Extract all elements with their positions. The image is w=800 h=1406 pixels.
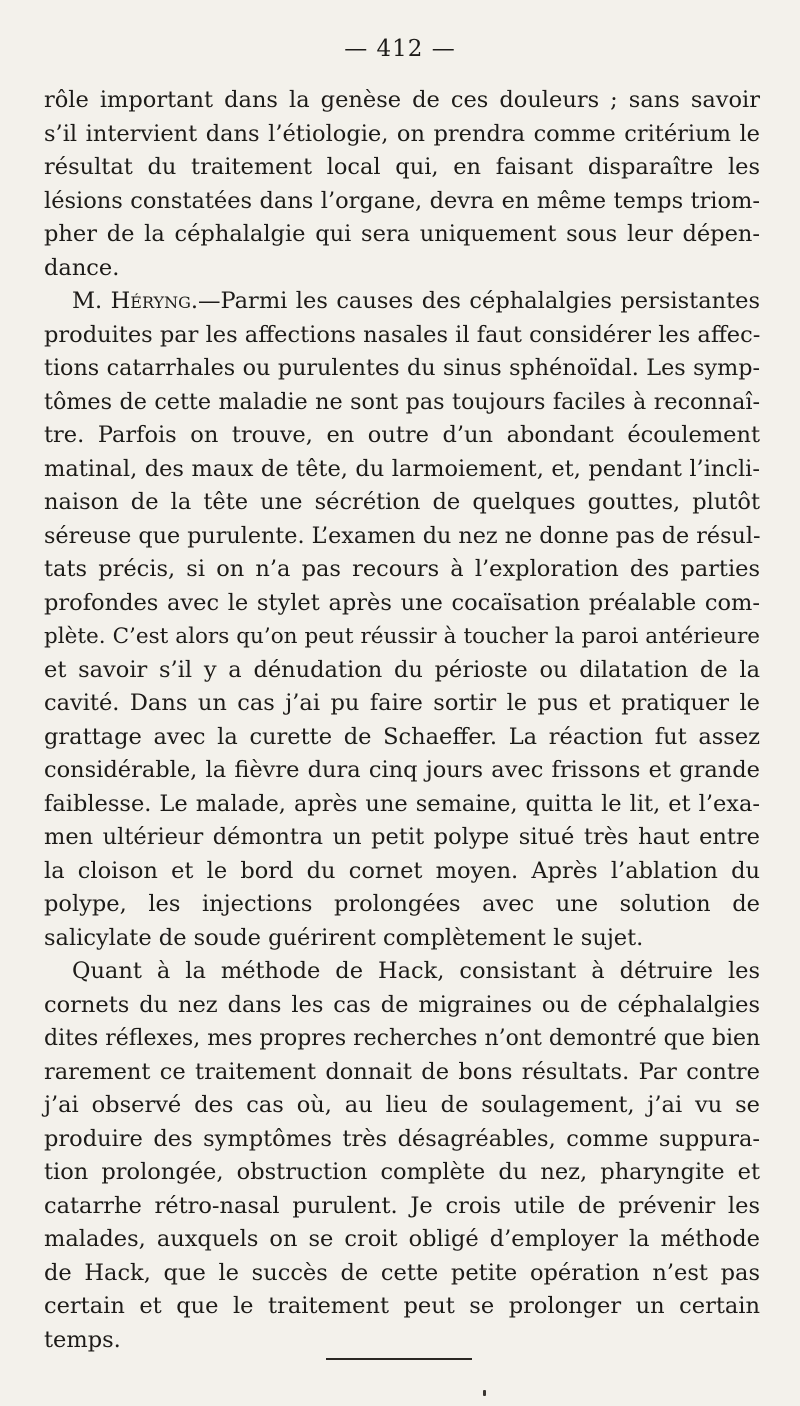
text-line: malades, auxquels on se croit obligé d’employer la méthode <box>44 1226 760 1252</box>
text-line: faiblesse. Le malade, après une semaine, quitta le lit, et l’exa- <box>44 790 760 817</box>
text-line: résultat du traitement local qui, en faisant disparaître les <box>44 154 760 180</box>
text-line <box>44 285 760 319</box>
text-line: catarrhe rétro-nasal purulent. Je crois utile de prévenir les <box>44 1192 760 1219</box>
text-line: certain et que le traitement peut se prolonger un certain <box>44 1293 760 1319</box>
section-end-rule <box>326 1358 472 1360</box>
text-line: et savoir s’il y a dénudation du périoste ou dilatation de la <box>44 656 760 683</box>
text-line: profondes avec le stylet après une cocaïsation préalable com- <box>44 589 760 616</box>
text-line: rôle important dans la genèse de ces douleurs ; sans savoir <box>44 87 760 113</box>
speaker-name: M. Héryng. <box>72 288 199 314</box>
print-mark <box>483 1390 486 1396</box>
text-line: salicylate de soude guérirent complètement le sujet. <box>44 924 644 951</box>
text-line: pher de la céphalalgie qui sera uniquement sous leur dépen- <box>44 221 760 247</box>
text-line: j’ai observé des cas où, au lieu de soulagement, j’ai vu se <box>44 1092 760 1118</box>
text-line: tions catarrhales ou purulentes du sinus sphénoïdal. Les symp- <box>44 355 760 381</box>
text-line: Quant à la méthode de Hack, consistant à détruire les <box>72 958 760 984</box>
paragraph-2 <box>44 285 760 955</box>
page-number: — 412 — <box>344 36 456 62</box>
text-line: grattage avec la curette de Schaeffer. La réaction fut assez <box>44 723 760 750</box>
text-line: tats précis, si on n’a pas recours à l’exploration des parties <box>44 556 760 582</box>
text-line: s’il intervient dans l’étiologie, on prendra comme critérium le <box>44 120 760 147</box>
text-line: séreuse que purulente. L’examen du nez ne donne pas de résul- <box>44 522 761 549</box>
text-line: tion prolongée, obstruction complète du nez, pharyngite et <box>44 1159 760 1185</box>
body-text <box>44 84 760 1357</box>
paragraph-3 <box>44 955 760 1357</box>
text-line: plète. C’est alors qu’on peut réussir à toucher la paroi antérieure <box>44 624 760 649</box>
text-line: cornets du nez dans les cas de migraines ou de céphalalgies <box>44 991 760 1018</box>
text-line: dites réflexes, mes propres recherches n’ont demontré que bien <box>44 1026 761 1051</box>
paragraph-1 <box>44 84 760 285</box>
text-line: produites par les affections nasales il faut considérer les affec- <box>44 321 761 348</box>
text-line: tômes de cette maladie ne sont pas toujours faciles à reconnaî- <box>44 388 760 415</box>
text-line: lésions constatées dans l’organe, devra en même temps triom- <box>44 187 760 214</box>
text-line: de Hack, que le succès de cette petite opération n’est pas <box>44 1259 760 1286</box>
text-line: men ultérieur démontra un petit polype situé très haut entre <box>44 824 760 850</box>
text-line: naison de la tête une sécrétion de quelques gouttes, plutôt <box>44 489 760 515</box>
text-line: considérable, la fièvre dura cinq jours avec frissons et grande <box>44 757 760 783</box>
text-line: dance. <box>44 254 120 281</box>
text-line: rarement ce traitement donnait de bons résultats. Par contre <box>44 1058 760 1085</box>
text-line-content: —Parmi les causes des céphalalgies persistantes <box>198 288 761 314</box>
text-line: temps. <box>44 1326 121 1353</box>
text-line: tre. Parfois on trouve, en outre d’un abondant écoulement <box>44 422 760 448</box>
text-line: polype, les injections prolongées avec une solution de <box>44 891 760 917</box>
text-line: la cloison et le bord du cornet moyen. Après l’ablation du <box>44 857 760 884</box>
text-line: cavité. Dans un cas j’ai pu faire sortir le pus et pratiquer le <box>44 690 760 716</box>
text-line: matinal, des maux de tête, du larmoiement, et, pendant l’incli- <box>44 455 760 482</box>
text-line: produire des symptômes très désagréables, comme suppura- <box>44 1125 760 1152</box>
